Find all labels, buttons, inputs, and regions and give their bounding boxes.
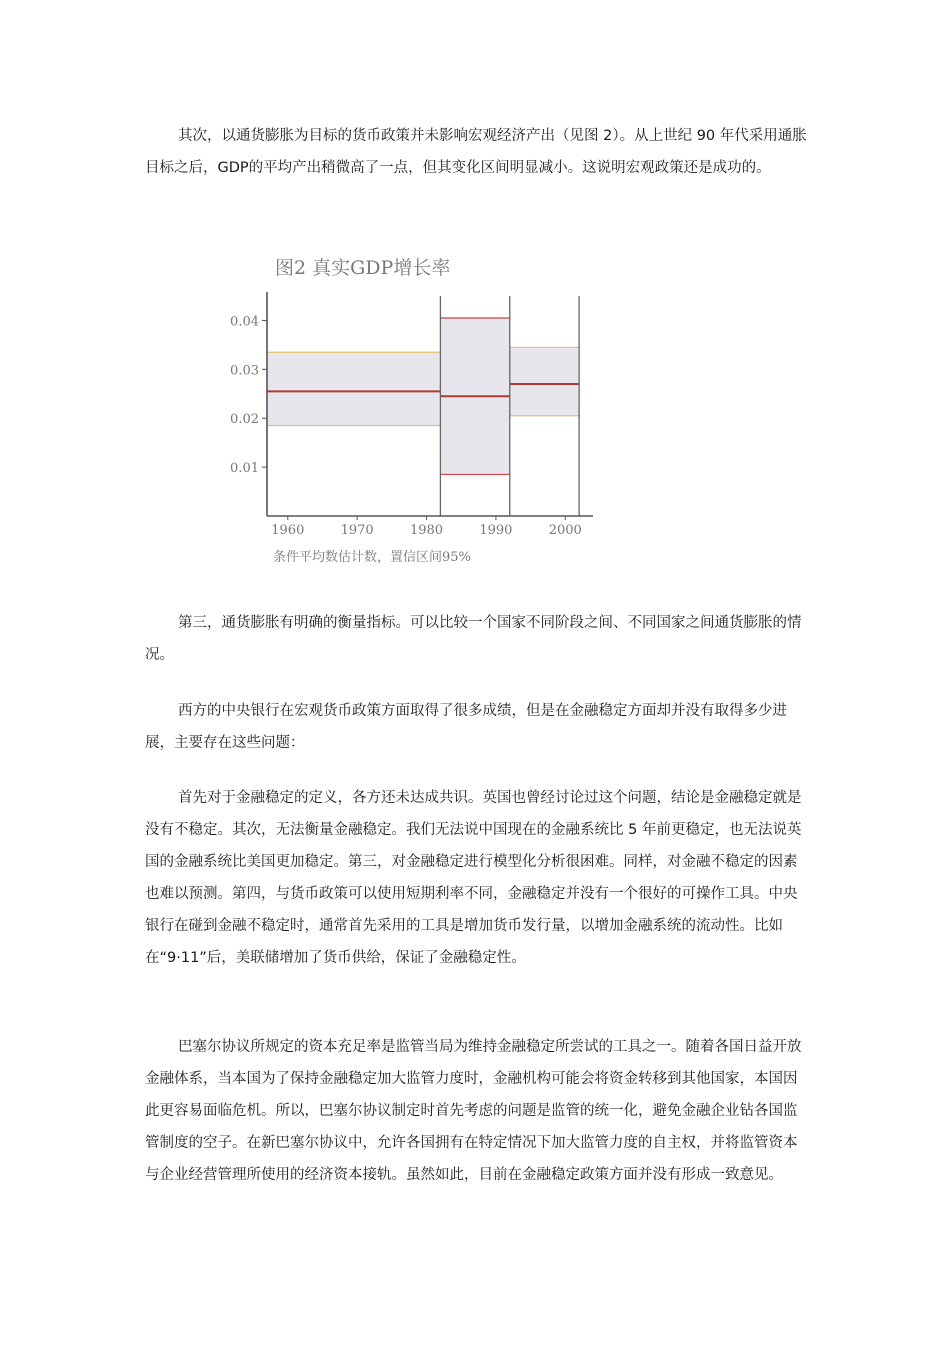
paragraph-3: 西方的中央银行在宏观货币政策方面取得了很多成绩，但是在金融稳定方面却并没有取得多少进展，主要存在这些问题：	[145, 703, 787, 751]
y-tick-label-1: 0.04	[230, 314, 259, 330]
x-tick-label-5: 2000	[548, 523, 582, 538]
paragraph-5: 巴塞尔协议所规定的资本充足率是监管当局为维持金融稳定所尝试的工具之一。随着各国日益开放金融体系，当本国为了保持金融稳定加大监管力度时，金融机构可能会将资金转移到其他国家，本国因此更容易面临危机。所以，巴塞尔协议制定时首先考虑的问题是监管的统一化，避免金融企业钻各国监管制度的空子。在新巴塞尔协议中，允许各国拥有在特定情况下加大监管力度的自主权，并将监管资本与企业经营管理所使用的经济资本接轨。虽然如此，目前在金融稳定政策方面并没有形成一致意见。	[145, 1039, 802, 1183]
paragraph-1: 其次，以通货膨胀为目标的货币政策并未影响宏观经济产出（见图 2）。从上世纪 90 年代采用通胀目标之后，GDP的平均产出稍微高了一点，但其变化区间明显减小。这说明宏观政策还是成功的。	[145, 128, 807, 176]
y-tick-label-3: 0.02	[230, 412, 259, 428]
x-tick-label-4: 1990	[479, 523, 513, 538]
gdp-growth-chart	[215, 248, 615, 578]
figure-gdp-chart	[215, 248, 615, 578]
ci-band-1	[267, 352, 440, 425]
x-tick-label-2: 1970	[340, 523, 374, 538]
paragraph-2: 第三，通货膨胀有明确的衡量指标。可以比较一个国家不同阶段之间、不同国家之间通货膨胀的情况。	[145, 615, 802, 663]
chart-title: 图2 真实GDP增长率	[275, 257, 451, 279]
paragraph-4: 首先对于金融稳定的定义，各方还未达成共识。英国也曾经讨论过这个问题，结论是金融稳定就是没有不稳定。其次，无法衡量金融稳定。我们无法说中国现在的金融系统比 5 年前更稳定，也无法说英国的金融系统比美国更加稳定。第三，对金融稳定进行模型化分析很困难。同样，对金融不稳定的因素也难以预测。第四，与货币政策可以使用短期利率不同，金融稳定并没有一个很好的可操作工具。中央银行在碰到金融不稳定时，通常首先采用的工具是增加货币发行量，以增加金融系统的流动性。比如在“9·11”后，美联储增加了货币供给，保证了金融稳定性。	[145, 790, 802, 966]
y-tick-label-2: 0.03	[230, 363, 259, 379]
x-tick-label-3: 1980	[409, 523, 444, 538]
x-tick-label-1: 1960	[271, 523, 305, 538]
ci-band-3	[510, 347, 579, 415]
y-tick-label-4: 0.01	[230, 461, 259, 477]
chart-caption: 条件平均数估计数，置信区间95%	[273, 550, 471, 565]
